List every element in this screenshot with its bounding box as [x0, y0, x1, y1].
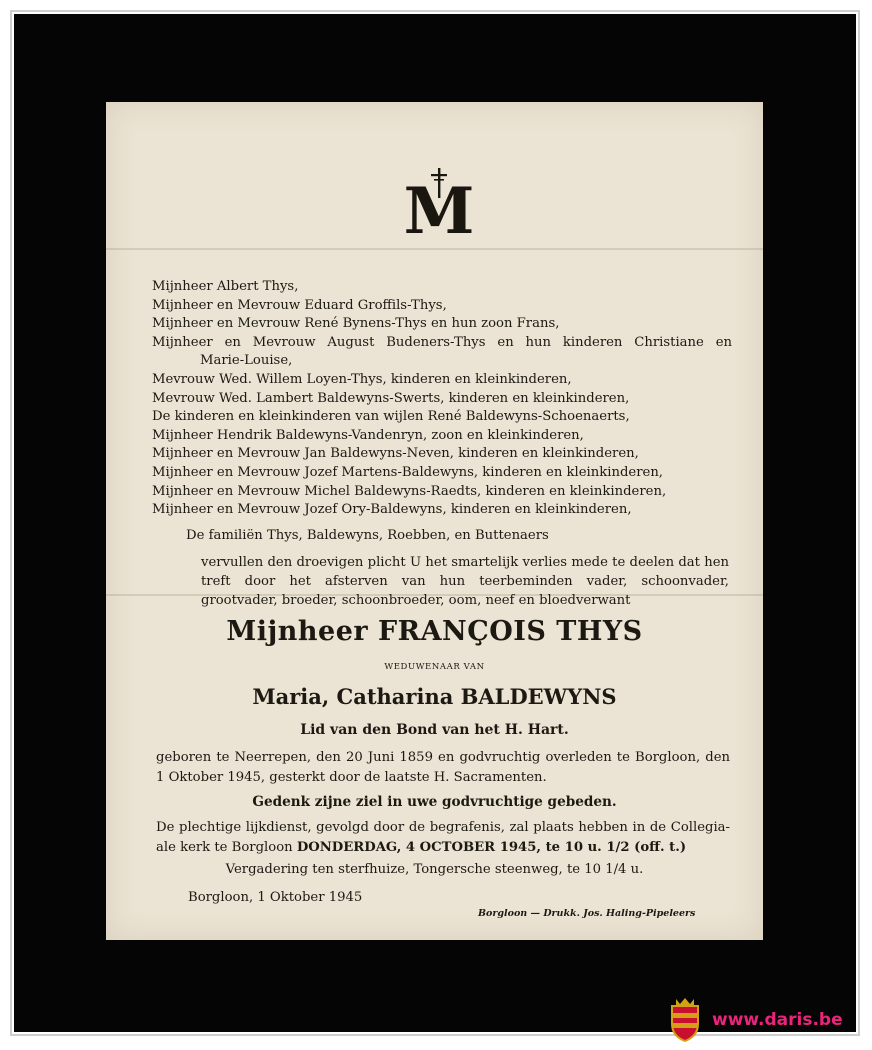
prayer-line: Gedenk zijne ziel in uwe godvruchtige gebeden.: [252, 794, 617, 810]
announcement-text: vervullen den droevigen plicht U het smartelijk verlies mede te deelen dat hen treft door het afsterven van hun teerbeminden vader, schoonvader, grootvader, broeder, schoonbroeder, oom, neef en bloedverwant: [201, 555, 729, 608]
family-line: Mijnheer Albert Thys,: [152, 279, 299, 294]
funeral-line-1: De plechtige lijkdienst, gevolgd door de begrafenis, zal plaats hebben in de Collegia-: [156, 820, 730, 835]
wife-name: Maria, Catharina BALDEWYNS: [252, 684, 617, 709]
widower-label: WEDUWENAAR VAN: [384, 662, 485, 672]
printer-credit: Borgloon — Drukk. Jos. Haling-Pipeleers: [478, 908, 696, 919]
family-line: Mijnheer en Mevrouw Michel Baldewyns-Raedts, kinderen en kleinkinderen,: [152, 483, 667, 499]
families-line: De familiën Thys, Baldewyns, Roebben, en Buttenaers: [186, 528, 549, 543]
funeral-date-time: DONDERDAG, 4 OCTOBER 1945, te 10 u. 1/2 (off. t.): [296, 840, 687, 855]
funeral-text: [156, 818, 730, 858]
membership-line: Lid van den Bond van het H. Hart.: [300, 722, 569, 738]
funeral-line-2-prefix: ale kerk te Borgloon: [156, 840, 297, 855]
place-date: Borgloon, 1 Oktober 1945: [188, 890, 363, 905]
coat-of-arms-icon: [668, 996, 702, 1042]
funeral-line-2: [156, 838, 730, 858]
family-line: Mevrouw Wed. Lambert Baldewyns-Swerts, kinderen en kleinkinderen,: [152, 390, 630, 406]
family-line: Mevrouw Wed. Willem Loyen-Thys, kinderen en kleinkinderen,: [152, 371, 572, 387]
birth-death-text: [156, 748, 730, 788]
birth-death-line-1: geboren te Neerrepen, den 20 Juni 1859 en godvruchtig overleden te Borgloon, den: [156, 750, 730, 765]
family-list: [152, 278, 732, 520]
family-line: Mijnheer en Mevrouw Jozef Ory-Baldewyns, kinderen en kleinkinderen,: [152, 502, 632, 518]
deceased-name: Mijnheer FRANÇOIS THYS: [226, 616, 643, 647]
family-line: De kinderen en kleinkinderen van wijlen René Baldewyns-Schoenaerts,: [152, 409, 630, 425]
cross-monogram: [394, 168, 484, 248]
family-line: Mijnheer Hendrik Baldewyns-Vandenryn, zoon en kleinkinderen,: [152, 427, 584, 443]
memorial-card: [106, 102, 763, 940]
watermark-site[interactable]: www.daris.be: [712, 1010, 843, 1030]
family-line: Mijnheer en Mevrouw Jozef Martens-Baldewyns, kinderen en kleinkinderen,: [152, 464, 664, 480]
family-line: Mijnheer en Mevrouw René Bynens-Thys en hun zoon Frans,: [152, 316, 560, 332]
family-line: Mijnheer en Mevrouw Eduard Groffils-Thys,: [152, 297, 447, 313]
monogram-letter: M: [403, 174, 475, 249]
family-line: Mijnheer en Mevrouw August Budeners-Thys en hun kinderen Christiane en: [152, 334, 732, 350]
meeting-line: Vergadering ten sterfhuize, Tongersche steenweg, te 10 1/4 u.: [225, 862, 644, 877]
birth-death-line-2: 1 Oktober 1945, gesterkt door de laatste H. Sacramenten.: [156, 770, 547, 785]
family-line: Mijnheer en Mevrouw Jan Baldewyns-Neven, kinderen en kleinkinderen,: [152, 446, 639, 462]
family-line: Marie-Louise,: [200, 353, 293, 369]
